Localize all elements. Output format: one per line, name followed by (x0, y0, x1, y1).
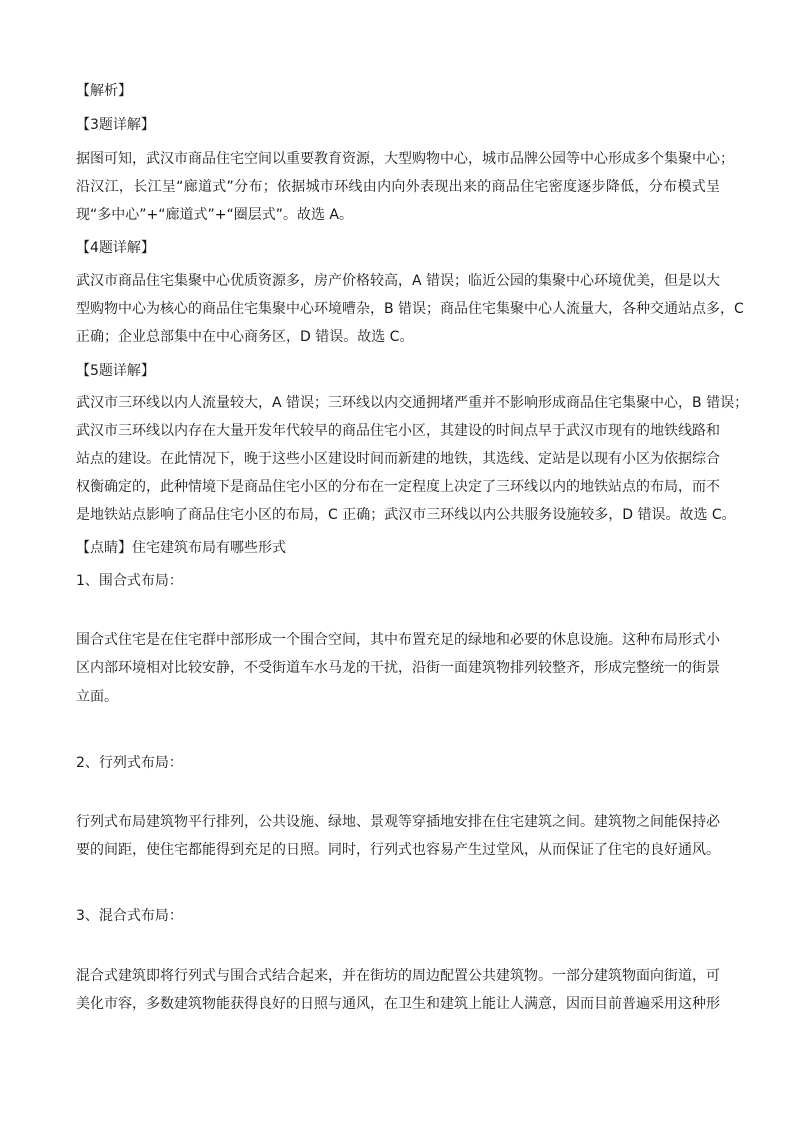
section3-title: 3、混合式布局： (76, 908, 183, 924)
q4-line-1: 武汉市商品住宅集聚中心优质资源多，房产价格较高，A 错误；临近公园的集聚中心环境优美，但是以大 (76, 273, 721, 289)
q5-line-2: 武汉市三环线以内存在大量开发年代较早的商品住宅小区，其建设的时间点早于武汉市现有的地铁线路和 (76, 423, 720, 439)
q5-line-5: 是地铁站点影响了商品住宅小区的布局，C 正确；武汉市三环线以内公共服务设施较多，D 错误。故选 C。 (76, 507, 736, 523)
q3-line-3: 现“多中心”+“廊道式”+“圈层式”。故选 A。 (76, 207, 354, 223)
q5-line-4: 权衡确定的，此种情境下是商品住宅小区的分布在一定程度上决定了三环线以内的地铁站点的布局，而不 (76, 479, 720, 495)
section2-line-2: 要的间距，使住宅都能得到充足的日照。同时，行列式也容易产生过堂风，从而保证了住宅的良好通风。 (76, 842, 720, 858)
section1-line-2: 区内部环境相对比较安静，不受街道车水马龙的干扰，沿街一面建筑物排列较整齐，形成完整统一的街景 (76, 660, 720, 676)
q5-heading: 【5题详解】 (76, 363, 155, 379)
q3-line-1: 据图可知，武汉市商品住宅空间以重要教育资源，大型购物中心，城市品牌公园等中心形成多个集聚中心； (76, 151, 734, 167)
q5-line-3: 站点的建设。在此情况下，晚于这些小区建设时间而新建的地铁，其选线、定站是以现有小区为依据综合 (76, 451, 720, 467)
q3-line-2: 沿汉江，长江呈“廊道式”分布；依据城市环线由内向外表现出来的商品住宅密度逐步降低，分布模式呈 (76, 179, 720, 195)
section1-line-3: 立面。 (76, 689, 118, 705)
section2-title: 2、行列式布局： (76, 755, 183, 771)
section1-line-1: 围合式住宅是在住宅群中部形成一个围合空间，其中布置充足的绿地和必要的休息设施。这种布局形式小 (76, 632, 720, 648)
q4-line-2: 型购物中心为核心的商品住宅集聚中心环境嘈杂，B 错误；商品住宅集聚中心人流量大，各种交通站点多，C (76, 301, 744, 317)
section3-line-2: 美化市容，多数建筑物能获得良好的日照与通风，在卫生和建筑上能让人满意，因而目前普遍采用这种形 (76, 996, 720, 1012)
q5-line-1: 武汉市三环线以内人流量较大，A 错误；三环线以内交通拥堵严重并不影响形成商品住宅集聚中心，B 错误； (76, 395, 749, 411)
q4-heading: 【4题详解】 (76, 240, 155, 256)
section3-line-1: 混合式建筑即将行列式与围合式结合起来，并在街坊的周边配置公共建筑物。一部分建筑物面向街道，可 (76, 968, 720, 984)
q3-heading: 【3题详解】 (76, 117, 155, 133)
tip-heading: 【点睛】住宅建筑布局有哪些形式 (76, 540, 286, 556)
section1-title: 1、围合式布局： (76, 573, 183, 589)
section2-line-1: 行列式布局建筑物平行排列，公共设施、绿地、景观等穿插地安排在住宅建筑之间。建筑物之间能保持必 (76, 814, 720, 830)
analysis-heading: 【解析】 (76, 83, 132, 99)
q4-line-3: 正确；企业总部集中在中心商务区，D 错误。故选 C。 (76, 329, 414, 345)
